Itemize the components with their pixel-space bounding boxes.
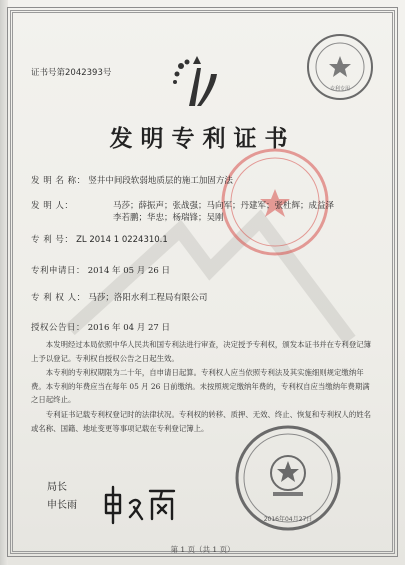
invention-name-row	[31, 174, 233, 186]
patent-number-label: 专 利 号：	[31, 235, 74, 245]
invention-name-value: 竖井中间段软弱地质层的施工加固方法	[88, 176, 233, 186]
patent-number-value: ZL 2014 1 0224310.1	[76, 235, 168, 245]
invention-name-label: 发 明 名 称：	[31, 176, 86, 186]
national-seal-date: 2016年04月27日	[263, 516, 313, 523]
grant-date-row	[31, 321, 170, 333]
certificate-number: 证书号第2042393号	[31, 68, 112, 78]
director-title: 局长	[47, 482, 67, 493]
director-name: 申长雨	[47, 500, 77, 511]
inventor-line-2: 李若鹏；华忠；杨瑞锋；吴刚	[113, 213, 224, 223]
page-number: 第 1 页（共 1 页）	[170, 545, 235, 554]
grant-date-value: 2016 年 04 月 27 日	[87, 323, 170, 333]
national-seal	[233, 423, 343, 533]
top-right-seal	[305, 32, 375, 102]
sipo-emblem-icon	[167, 54, 223, 110]
filing-date-row	[31, 264, 170, 276]
inventor-row	[31, 199, 73, 211]
patentee-value: 马莎；洛阳水利工程局有限公司	[88, 293, 208, 303]
inventor-label: 发 明 人：	[31, 201, 74, 211]
body-paragraph-2: 本专利的专利权期限为二十年，自申请日起算。专利权人应当依照专利法及其实施细则规定缴纳年费。本专利的年费应当在每年 05 月 26 日前缴纳。未按照规定缴纳年费的，专利权自应当缴纳年费期满之日起终止。	[31, 368, 370, 404]
svg-text:专利专用: 专利专用	[329, 86, 351, 92]
director-signature	[100, 483, 180, 528]
inventor-line-1: 马莎；薛振声；张战强；马向军；丹建军；张杜辉；成益泽	[113, 201, 335, 211]
grant-date-label: 授权公告日：	[31, 323, 86, 333]
filing-date-label: 专利申请日：	[31, 266, 86, 276]
certificate-title: 发明专利证书	[109, 125, 296, 152]
patent-number-row	[31, 233, 168, 245]
patentee-row	[31, 291, 207, 303]
patentee-label: 专 利 权 人：	[31, 293, 86, 303]
body-paragraph-3: 专利证书记载专利权登记时的法律状况。专利权的转移、质押、无效、终止、恢复和专利权人的姓名或名称、国籍、地址变更等事项记载在专利登记簿上。	[31, 410, 371, 433]
filing-date-value: 2014 年 05 月 26 日	[87, 266, 170, 276]
body-paragraph-1: 本发明经过本局依照中华人民共和国专利法进行审查，决定授予专利权，颁发本证书并在专利登记簿上予以登记。专利权自授权公告之日起生效。	[31, 340, 371, 363]
